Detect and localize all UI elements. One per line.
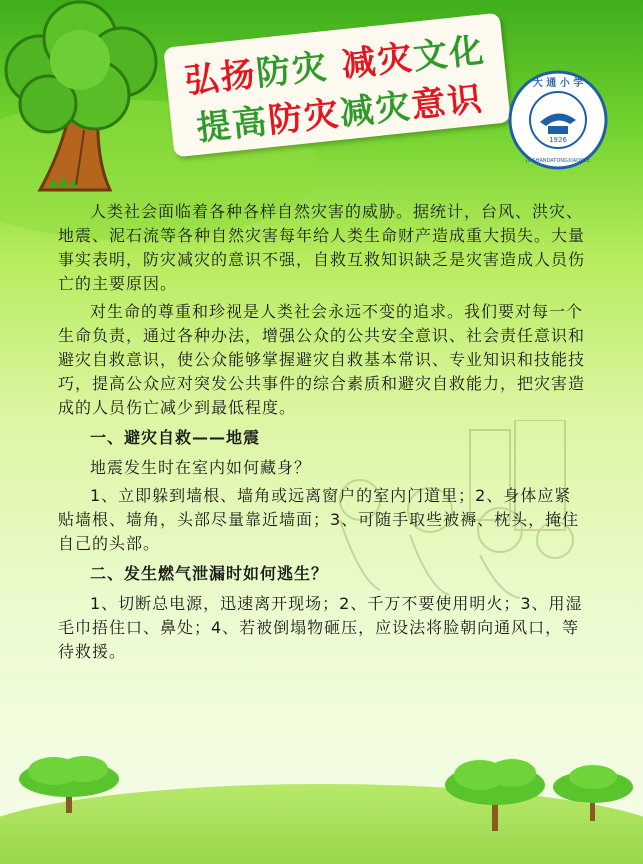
section-heading-earthquake: 一、避灾自救——地震	[90, 428, 261, 447]
small-tree-right-2	[548, 755, 638, 825]
paragraph-life: 对生命的尊重和珍视是人类社会永远不变的追求。我们要对每一个生命负责，通过各种办法，增强公众的公共安全意识、社会责任意识和避灾自救意识，使公众能够掌握避灾自救基本常识、专业知识和技能技巧，提高公众应对突发公共事件的综合素质和避灾自救能力，把灾害造成的人员伤亡减少到最低程度。	[58, 302, 586, 417]
title-word: 防灾	[266, 93, 343, 142]
title-word: 减灾	[337, 86, 414, 134]
title-card	[163, 13, 511, 158]
title-word: 意识	[409, 78, 486, 127]
title-word: 文化	[411, 30, 488, 78]
tree-illustration	[0, 0, 170, 200]
svg-text:JIASHANDATONGXIAOXUE: JIASHANDATONGXIAOXUE	[526, 158, 590, 164]
question-earthquake: 地震发生时在室内如何藏身？	[90, 458, 312, 477]
svg-text:1926: 1926	[549, 136, 567, 144]
article-body	[58, 200, 588, 664]
title-word: 防灾	[254, 46, 331, 95]
answer-gas-leak: 1、切断总电源，迅速离开现场；2、千万不要使用明火；3、用湿毛巾捂住口、鼻处；4、若被倒塌物砸压，应设法将脸朝向通风口，等待救援。	[58, 594, 583, 661]
paragraph-intro: 人类社会面临着各种各样自然灾害的威胁。据统计，台风、洪灾、地震、泥石流等各种自然灾害每年给人类生命财产造成重大损失。大量事实表明，防灾减灾的意识不强，自救互救知识缺乏是灾害造成人员伤亡的主要原因。	[58, 202, 586, 293]
small-tree-left	[14, 745, 124, 815]
small-tree-right-1	[440, 745, 550, 835]
svg-text:大 通 小 学: 大 通 小 学	[532, 78, 584, 89]
title-word: 弘扬	[182, 54, 259, 102]
title-word: 减灾	[339, 37, 416, 86]
section-heading-gas-leak: 二、发生燃气泄漏时如何逃生？	[90, 564, 329, 583]
title-word: 提高	[194, 101, 271, 149]
school-logo	[508, 70, 608, 170]
answer-earthquake: 1、立即躲到墙根、墙角或远离窗户的室内门道里；2、身体应紧贴墙根、墙角，头部尽量靠近墙面；3、可随手取些被褥、枕头，掩住自己的头部。	[58, 486, 580, 553]
